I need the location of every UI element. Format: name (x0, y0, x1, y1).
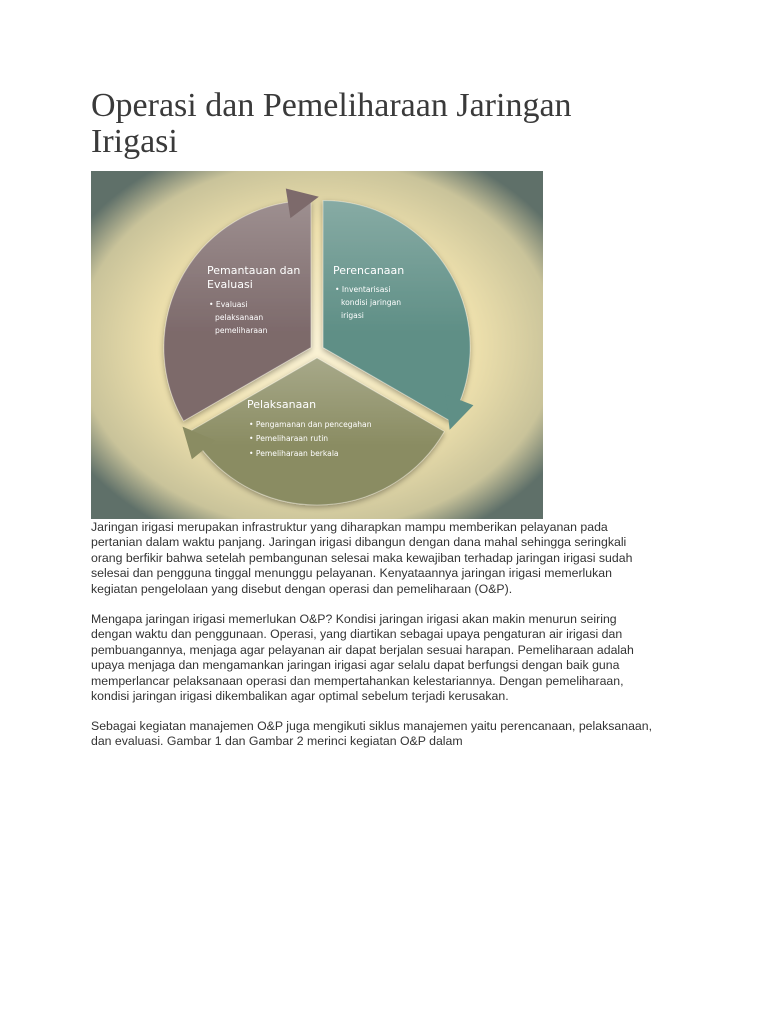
planning-title: Perencanaan (333, 264, 405, 277)
page-title-line-2: Irigasi (91, 123, 178, 160)
om-cycle-diagram-svg (91, 171, 543, 519)
paragraph-why-om: Mengapa jaringan irigasi memerlukan O&P? Kondisi jaringan irigasi akan makin menurun seiring dengan waktu dan penggunaan. Operasi, yang diartikan sebagai upaya pengaturan air irigasi dan pembuangannya, menjaga agar pelayanan air dapat berjalan sesuai harapan. Pemeliharaan adalah upaya menjaga dan mengamankan jaringan irigasi agar selalu dapat berfungsi dengan baik guna memperlancar pelaksanaan operasi dan mempertahankan kelestariannya. Dengan pemeliharaan, kondisi jaringan irigasi dikembalikan agar optimal sebelum terjadi kerusakan. (91, 612, 634, 704)
paragraph-intro: Jaringan irigasi merupakan infrastruktur yang diharapkan mampu memberikan pelayanan pada pertanian dalam waktu panjang. Jaringan irigasi dibangun dengan dana mahal sehingga seringkali orang berfikir bahwa setelah pembangunan selesai maka kewajiban terhadap jaringan irigasi sudah selesai dan pengguna tinggal menunggu pelayanan. Kenyataannya jaringan irigasi memerlukan kegiatan pengelolaan yang disebut dengan operasi dan pemeliharaan (O&P). (91, 520, 633, 596)
monitoring-title-line-1: Pemantauan dan (207, 264, 301, 277)
paragraph-management-cycle: Sebagai kegiatan manajemen O&P juga mengikuti siklus manajemen yaitu perencanaan, pelaksanaan, dan evaluasi. Gambar 1 dan Gambar 2 merinci kegiatan O&P dalam (91, 719, 653, 749)
monitoring-title-line-2: Evaluasi (207, 278, 253, 291)
page-title (91, 88, 691, 160)
implementation-bullet-3: • Pemeliharaan berkala (249, 449, 339, 458)
implementation-bullet-1: • Pengamanan dan pencegahan (249, 420, 372, 429)
implementation-title: Pelaksanaan (247, 398, 317, 411)
page-title-line-1: Operasi dan Pemeliharaan Jaringan (91, 87, 572, 124)
monitoring-bullet-2: pelaksanaan (215, 313, 264, 322)
monitoring-bullet-3: pemeliharaan (215, 326, 268, 335)
planning-bullet-1: • Inventarisasi (335, 285, 391, 294)
om-cycle-diagram (91, 171, 543, 519)
implementation-bullet-2: • Pemeliharaan rutin (249, 434, 329, 443)
planning-bullet-2: kondisi jaringan (341, 298, 402, 307)
planning-bullet-3: irigasi (341, 311, 364, 320)
monitoring-bullet-1: • Evaluasi (209, 300, 248, 309)
